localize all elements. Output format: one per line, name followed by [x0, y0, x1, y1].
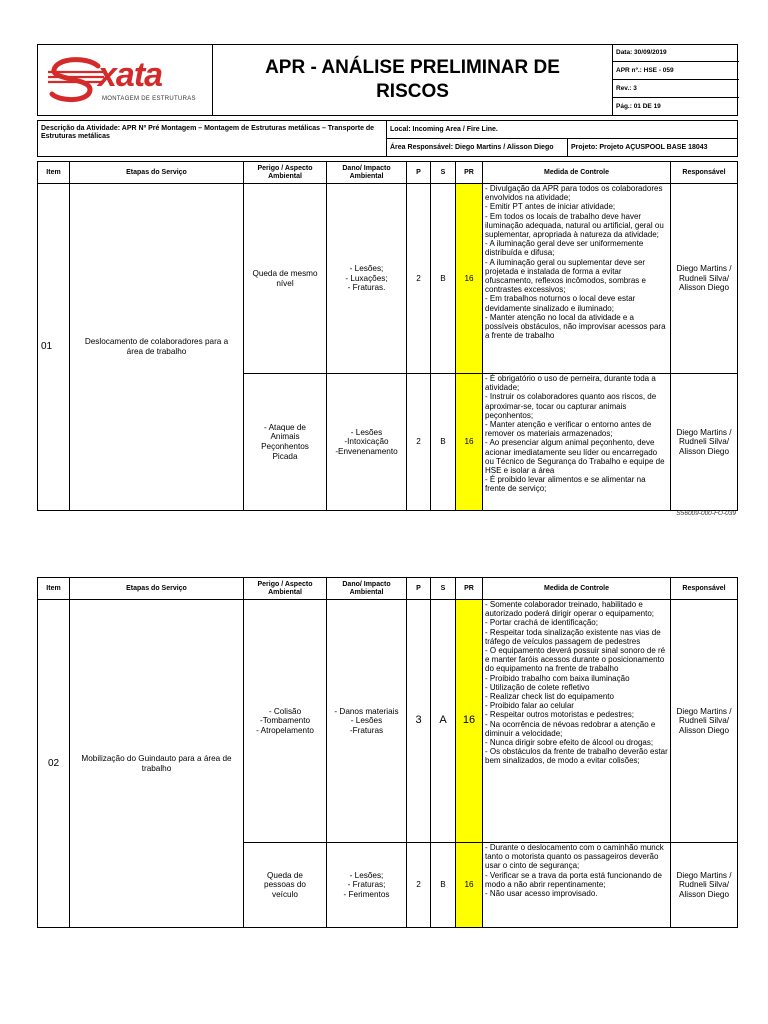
work-location: Local: Incoming Area / Fire Line. — [386, 120, 738, 139]
col-header-p: P — [406, 577, 431, 600]
control-measures: - Somente colaborador treinado, habilitado e autorizado poderá dirigir operar o equipamento; - Portar crachá de identificação; - Respeitar toda sinalização existente nas vias de tráfego de veículos passagem de pedestres - O equipamento deverá possuir sinal sonoro de ré e manter faróis acessos durante o posicionamento do equipamento na frente de trabalho - Proibido trabalho com baixa iluminação - Utilização de colete refletivo - Realizar check list do equipamento - Proibido falar ao celular - Respeitar outros motoristas e pedestres; - Na ocorrência de névoas redobrar a atenção e diminuir a velocidade; - Nunca dirigir sobre efeito de álcool ou drogas; - Os obstáculos da frente de trabalho deverão estar bem sinalizados, de modo a evitar colisões; — [482, 599, 671, 843]
company-logo — [46, 50, 206, 110]
control-measures: - É obrigatório o uso de perneira, durante toda a atividade; - Instruir os colaboradores quanto aos riscos, de aproximar-se, tocar ou capturar animais peçonhentos; - Manter atenção e verificar o entorno antes de remover os materiais armazenados; - Ao presenciar algum animal peçonhento, deve acionar imediatamente seu líder ou encarregado ou Técnico de Segurança do Trabalho e equipe de HSE e isolar a área - É proibido levar alimentos e se alimentar na frente de serviço; — [482, 373, 671, 511]
damage: - Lesões -Intoxicação -Envenenamento — [326, 373, 407, 511]
responsible: Diego Martins / Rudneli Silva/ Alisson Diego — [670, 599, 738, 843]
control-measures: - Divulgação da APR para todos os colaboradores envolvidos na atividade; - Emitir PT antes de iniciar atividade; - Em todos os locais de trabalho deve haver iluminação adequada, natural ou artificial, geral ou suplementar, apropriada à natureza da atividade; - A iluminação geral deve ser uniformemente distribuída e difusa; - A iluminação geral ou suplementar deve ser projetada e instalada de forma a evitar ofuscamento, reflexos incômodos, sombras e contrastes excessivos; - Em trabalhos noturnos o local deve estar devidamente sinalizado e iluminado; - Manter atenção no local da atividade e a possíveis obstáculos, não improvisar acessos para a frente de trabalho — [482, 183, 671, 374]
probability: 2 — [406, 842, 431, 928]
col-header-etapas: Etapas do Serviço — [69, 577, 244, 600]
control-measures: - Durante o deslocamento com o caminhão munck tanto o motorista quanto os passageiros deverão usar o cinto de segurança; - Verificar se a trava da porta está funcionando de modo a não abrir repentinamente; - Não usar acesso improvisado. — [482, 842, 671, 928]
probability: 3 — [406, 599, 431, 843]
responsible-area: Área Responsável: Diego Martins / Alisson Diego — [386, 138, 568, 157]
risk-priority: 16 — [455, 373, 483, 511]
responsible: Diego Martins / Rudneli Silva/ Alisson Diego — [670, 183, 738, 374]
col-header-perigo: Perigo / Aspecto Ambiental — [243, 161, 327, 184]
col-header-item: Item — [37, 577, 70, 600]
col-header-dano: Dano/ Impacto Ambiental — [326, 577, 407, 600]
risk-priority: 16 — [455, 842, 483, 928]
logo-subtitle: MONTAGEM DE ESTRUTURAS — [102, 96, 196, 102]
risk-priority: 16 — [455, 599, 483, 843]
service-step: Deslocamento de colaboradores para a área de trabalho — [69, 183, 244, 511]
hazard: - Colisão -Tombamento - Atropelamento — [243, 599, 327, 843]
meta-revision: Rev.: 3 — [613, 80, 739, 98]
col-header-item: Item — [37, 161, 70, 184]
title-line-1: APR - ANÁLISE PRELIMINAR DE — [265, 57, 560, 78]
meta-box — [612, 44, 738, 116]
meta-date: Data: 30/09/2019 — [613, 44, 739, 62]
col-header-dano: Dano/ Impacto Ambiental — [326, 161, 407, 184]
col-header-pr: PR — [455, 161, 483, 184]
risk-priority: 16 — [455, 183, 483, 374]
form-code: S56009-000-FO-039 — [676, 510, 736, 517]
service-step: Mobilização do Guindauto para a área de trabalho — [69, 599, 244, 928]
responsible: Diego Martins / Rudneli Silva/ Alisson Diego — [670, 373, 738, 511]
probability: 2 — [406, 183, 431, 374]
item-number: 01 — [37, 183, 70, 511]
damage: - Lesões; - Fraturas; - Ferimentos — [326, 842, 407, 928]
severity: A — [430, 599, 456, 843]
hazard: Queda de mesmo nível — [243, 183, 327, 374]
severity: B — [430, 183, 456, 374]
severity: B — [430, 373, 456, 511]
hazard: - Ataque de Animais Peçonhentos Picada — [243, 373, 327, 511]
title-line-2: RISCOS — [376, 81, 449, 102]
col-header-s: S — [430, 577, 456, 600]
document-title — [213, 44, 612, 116]
activity-description: Descrição da Atividade: APR Nº Pré Montagem – Montagem de Estruturas metálicas – Transporte de Estruturas metálicas — [37, 120, 387, 157]
col-header-etapas: Etapas do Serviço — [69, 161, 244, 184]
col-header-pr: PR — [455, 577, 483, 600]
item-number: 02 — [37, 599, 70, 928]
col-header-p: P — [406, 161, 431, 184]
meta-apr-number: APR nº.: HSE - 059 — [613, 62, 739, 80]
damage: - Danos materiais - Lesões -Fraturas — [326, 599, 407, 843]
col-header-perigo: Perigo / Aspecto Ambiental — [243, 577, 327, 600]
col-header-medida: Medida de Controle — [482, 161, 671, 184]
damage: - Lesões; - Luxações; - Fraturas. — [326, 183, 407, 374]
meta-page: Pág.: 01 DE 19 — [616, 103, 661, 110]
col-header-responsavel: Responsável — [670, 577, 738, 600]
hazard: Queda de pessoas do veículo — [243, 842, 327, 928]
logo-wordmark: xata — [98, 56, 163, 94]
probability: 2 — [406, 373, 431, 511]
project-name: Projeto: Projeto AÇUSPOOL BASE 18043 — [567, 138, 738, 157]
col-header-s: S — [430, 161, 456, 184]
responsible: Diego Martins / Rudneli Silva/ Alisson Diego — [670, 842, 738, 928]
col-header-medida: Medida de Controle — [482, 577, 671, 600]
col-header-responsavel: Responsável — [670, 161, 738, 184]
severity: B — [430, 842, 456, 928]
